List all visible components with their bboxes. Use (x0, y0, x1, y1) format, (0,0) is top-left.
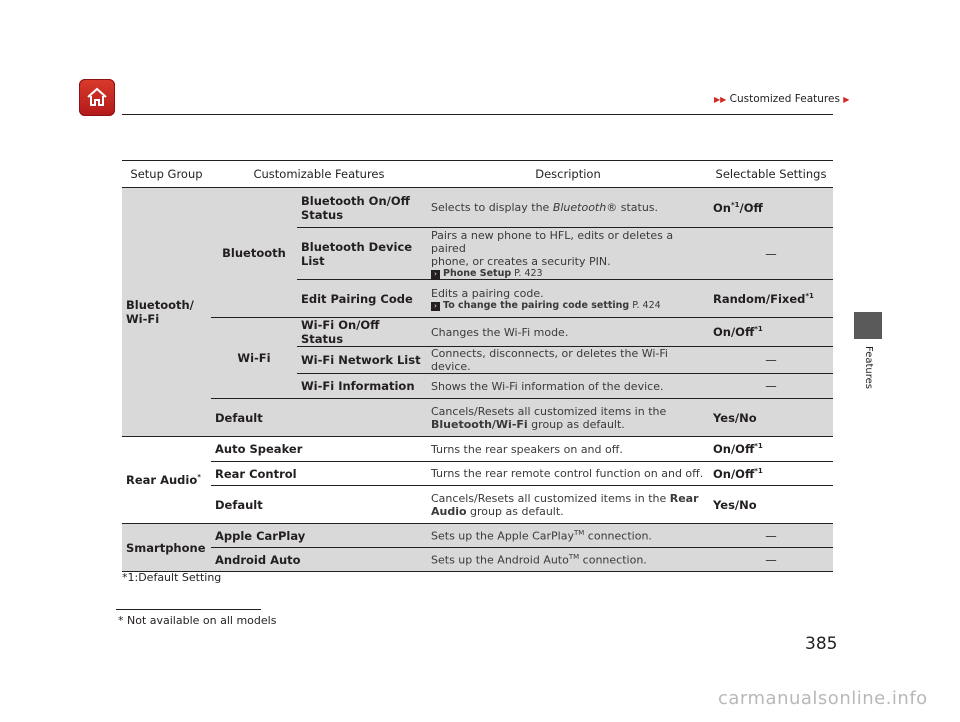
table-row (122, 462, 833, 486)
group-smartphone: Smartphone (122, 524, 211, 572)
default-setting-footnote: *1:Default Setting (122, 571, 222, 584)
customized-features-table (122, 160, 833, 572)
feature-name: Bluetooth On/Off Status (297, 188, 427, 228)
feature-name: Default (211, 486, 427, 524)
feature-description: Turns the rear speakers on and off. (427, 437, 709, 462)
page-number: 385 (805, 634, 838, 654)
breadcrumb-arrow-icon: ▶▶ (714, 95, 727, 104)
home-button[interactable] (79, 79, 115, 116)
feature-setting: — (709, 548, 833, 572)
feature-description: Selects to display the Bluetooth® status. (427, 188, 709, 228)
feature-name: Default (211, 399, 427, 437)
col-customizable-features: Customizable Features (211, 161, 427, 188)
feature-setting: Random/Fixed$^{*1}$ (709, 280, 833, 318)
feature-name: Wi-Fi Network List (297, 347, 427, 374)
feature-setting: On/Off$^{*1}$ (709, 437, 833, 462)
feature-description: Pairs a new phone to HFL, edits or deletes a paired phone, or creates a security PIN. › Phone Setup P. 423 (427, 228, 709, 280)
feature-name: Bluetooth Device List (297, 228, 427, 280)
table-row (122, 318, 833, 347)
feature-setting: — (709, 347, 833, 374)
feature-description: Cancels/Resets all customized items in the Bluetooth/Wi-Fi group as default. (427, 399, 709, 437)
feature-description: Cancels/Resets all customized items in the Rear Audio group as default. (427, 486, 709, 524)
feature-description: Changes the Wi-Fi mode. (427, 318, 709, 347)
feature-description: Turns the rear remote control function on and off. (427, 462, 709, 486)
group-rear-audio: Rear Audio* (122, 437, 211, 524)
feature-name: Wi-Fi Information (297, 374, 427, 399)
section-tab[interactable] (854, 312, 882, 339)
table-row (122, 399, 833, 437)
feature-name: Android Auto (211, 548, 427, 572)
col-selectable-settings: Selectable Settings (709, 161, 833, 188)
subgroup-wifi: Wi-Fi (211, 318, 297, 399)
feature-name: Rear Control (211, 462, 427, 486)
feature-name: Auto Speaker (211, 437, 427, 462)
table-row (122, 548, 833, 572)
col-description: Description (427, 161, 709, 188)
table-header-row (122, 161, 833, 188)
feature-description: Sets up the Apple CarPlay™ connection. (427, 524, 709, 548)
feature-name: Apple CarPlay (211, 524, 427, 548)
availability-note: * Not available on all models (118, 614, 277, 627)
feature-setting: Yes/No (709, 486, 833, 524)
table-row (122, 486, 833, 524)
watermark: carmanualsonline.info (718, 688, 928, 709)
home-icon (85, 85, 109, 109)
feature-setting: On/Off$^{*1}$ (709, 318, 833, 347)
feature-setting: Yes/No (709, 399, 833, 437)
section-label: Features (863, 346, 874, 389)
feature-setting: On/Off$^{*1}$ (709, 462, 833, 486)
footnote-divider (116, 609, 261, 610)
table-row (122, 188, 833, 228)
feature-setting: — (709, 228, 833, 280)
feature-description: Edits a pairing code. › To change the pairing code setting P. 424 (427, 280, 709, 318)
page-reference[interactable]: › Phone Setup P. 423 (431, 268, 705, 279)
header-divider (122, 114, 833, 115)
group-bluetooth-wifi: Bluetooth/ Wi-Fi (122, 188, 211, 437)
col-setup-group: Setup Group (122, 161, 211, 188)
feature-description: Shows the Wi-Fi information of the device. (427, 374, 709, 399)
page-reference[interactable]: › To change the pairing code setting P. 424 (431, 300, 705, 311)
table-row (122, 437, 833, 462)
feature-name: Edit Pairing Code (297, 280, 427, 318)
feature-name: Wi-Fi On/Off Status (297, 318, 427, 347)
feature-setting: — (709, 374, 833, 399)
feature-setting: On$^{*1}$/Off (709, 188, 833, 228)
feature-description: Connects, disconnects, or deletes the Wi-Fi device. (427, 347, 709, 374)
breadcrumb (714, 93, 849, 105)
subgroup-bluetooth: Bluetooth (211, 188, 297, 318)
feature-description: Sets up the Android Auto™ connection. (427, 548, 709, 572)
breadcrumb-arrow-icon: ▶ (843, 95, 850, 104)
table-row (122, 524, 833, 548)
breadcrumb-label[interactable]: Customized Features (729, 93, 840, 105)
feature-setting: — (709, 524, 833, 548)
